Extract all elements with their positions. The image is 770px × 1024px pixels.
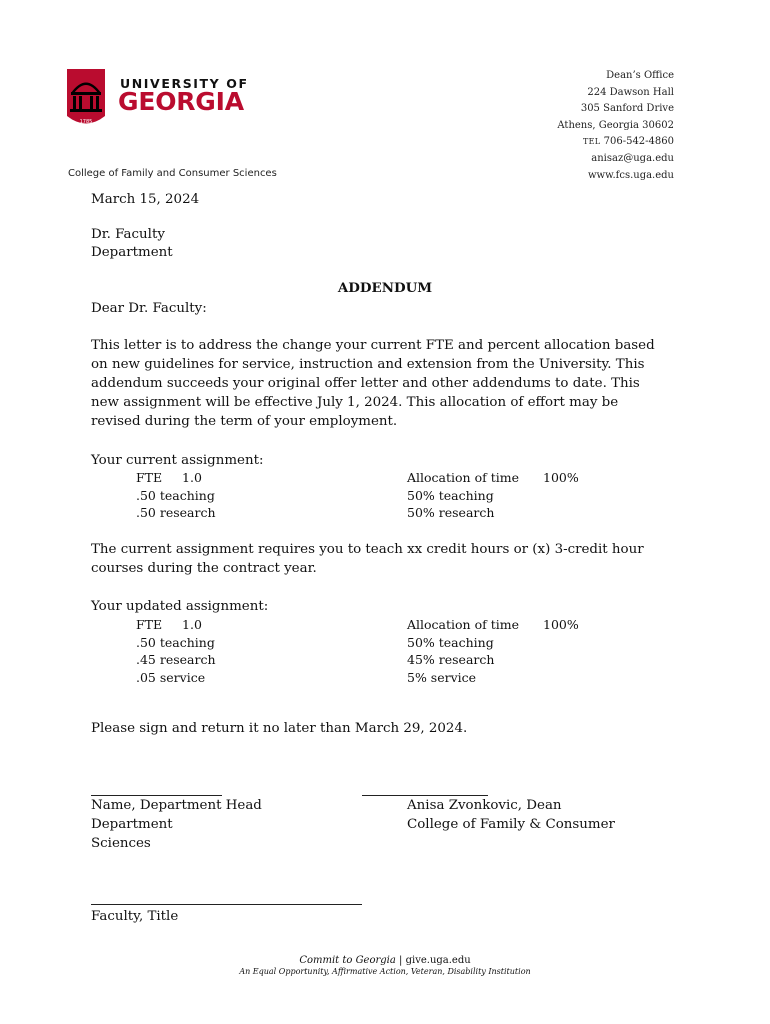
current-alloc-value: 100% bbox=[543, 470, 579, 485]
tel-label: TEL bbox=[583, 137, 601, 147]
updated-left-item: .05 service bbox=[136, 669, 206, 685]
college-name: College of Family and Consumer Sciences bbox=[68, 168, 277, 179]
current-assignment-label: Your current assignment: bbox=[91, 453, 264, 468]
updated-alloc-value: 100% bbox=[543, 617, 579, 632]
contact-block bbox=[557, 68, 674, 184]
updated-left-column bbox=[136, 616, 216, 686]
commit-text: Commit to Georgia bbox=[299, 955, 396, 966]
give-link[interactable]: give.uga.edu bbox=[405, 955, 471, 966]
signature-block-right bbox=[407, 796, 615, 834]
fte-row bbox=[136, 616, 216, 634]
updated-right-item: 50% teaching bbox=[407, 634, 494, 650]
sig-left-line: Name, Department Head bbox=[91, 798, 262, 813]
tel-line bbox=[557, 134, 674, 151]
sig-left-line: Sciences bbox=[91, 836, 151, 851]
updated-left-item: .45 research bbox=[136, 652, 216, 667]
return-note: Please sign and return it no later than March 29, 2024. bbox=[91, 721, 468, 736]
svg-text:1785: 1785 bbox=[79, 119, 93, 125]
current-right-item: 50% research bbox=[407, 505, 495, 520]
alloc-label: Allocation of time bbox=[407, 617, 519, 632]
addendum-heading: ADDENDUM bbox=[337, 280, 433, 296]
city-line: Athens, Georgia 30602 bbox=[557, 119, 674, 131]
updated-right-column bbox=[407, 616, 519, 686]
paragraph-line: on new guidelines for service, instruction and extension from the University. This bbox=[91, 357, 645, 372]
georgia-wordmark: GEORGIA bbox=[118, 87, 244, 116]
street-line: 305 Sanford Drive bbox=[580, 103, 674, 115]
updated-right-item: 5% service bbox=[407, 669, 477, 685]
email-line[interactable]: anisaz@uga.edu bbox=[591, 152, 674, 164]
office-line: Dean’s Office bbox=[606, 70, 674, 81]
faculty-title: Faculty, Title bbox=[91, 909, 179, 924]
footer-commit bbox=[0, 955, 770, 966]
salutation: Dear Dr. Faculty: bbox=[91, 301, 207, 316]
requirement-paragraph bbox=[91, 540, 691, 578]
tel-number: 706-542-4860 bbox=[603, 136, 674, 148]
body-paragraph bbox=[91, 336, 691, 431]
updated-right-item: 45% research bbox=[407, 652, 495, 667]
paragraph-line: new assignment will be effective July 1, 2024. This allocation of effort may be bbox=[91, 395, 619, 410]
alloc-label: Allocation of time bbox=[407, 470, 519, 485]
current-left-item: .50 research bbox=[136, 505, 216, 520]
fte-row bbox=[136, 469, 216, 487]
sig-right-line: College of Family & Consumer bbox=[407, 817, 615, 832]
recipient-name: Dr. Faculty bbox=[91, 227, 165, 242]
footer-separator: | bbox=[399, 955, 403, 966]
paragraph-line: addendum succeeds your original offer letter and other addendums to date. This bbox=[91, 376, 640, 391]
letter-date: March 15, 2024 bbox=[91, 192, 200, 207]
fte-value: 1.0 bbox=[182, 470, 202, 485]
sig-right-line: Anisa Zvonkovic, Dean bbox=[407, 798, 562, 813]
arch-logo-icon bbox=[67, 69, 109, 129]
updated-left-item: .50 teaching bbox=[136, 634, 215, 650]
current-right-item: 50% teaching bbox=[407, 487, 494, 503]
paragraph-line: revised during the term of your employment. bbox=[91, 414, 398, 429]
web-line[interactable]: www.fcs.uga.edu bbox=[587, 169, 674, 181]
updated-assignment-label: Your updated assignment: bbox=[91, 599, 269, 614]
current-right-column bbox=[407, 469, 519, 522]
paragraph-line: This letter is to address the change your current FTE and percent allocation based bbox=[91, 338, 655, 353]
sig-left-line: Department bbox=[91, 817, 173, 832]
university-of-text: UNIVERSITY OF bbox=[120, 76, 249, 91]
faculty-signature-line bbox=[91, 904, 362, 905]
building-line: 224 Dawson Hall bbox=[587, 86, 674, 98]
current-left-item: .50 teaching bbox=[136, 487, 215, 503]
signature-block-left bbox=[91, 796, 262, 853]
fte-value: 1.0 bbox=[182, 617, 202, 632]
current-left-column bbox=[136, 469, 216, 522]
requirement-line: The current assignment requires you to teach xx credit hours or (x) 3-credit hour bbox=[91, 542, 644, 557]
recipient-department: Department bbox=[91, 245, 173, 260]
footer-eeo: An Equal Opportunity, Affirmative Action, Veteran, Disability Institution bbox=[239, 967, 531, 976]
fte-label: FTE bbox=[136, 470, 163, 485]
fte-label: FTE bbox=[136, 617, 163, 632]
requirement-line: courses during the contract year. bbox=[91, 561, 317, 576]
